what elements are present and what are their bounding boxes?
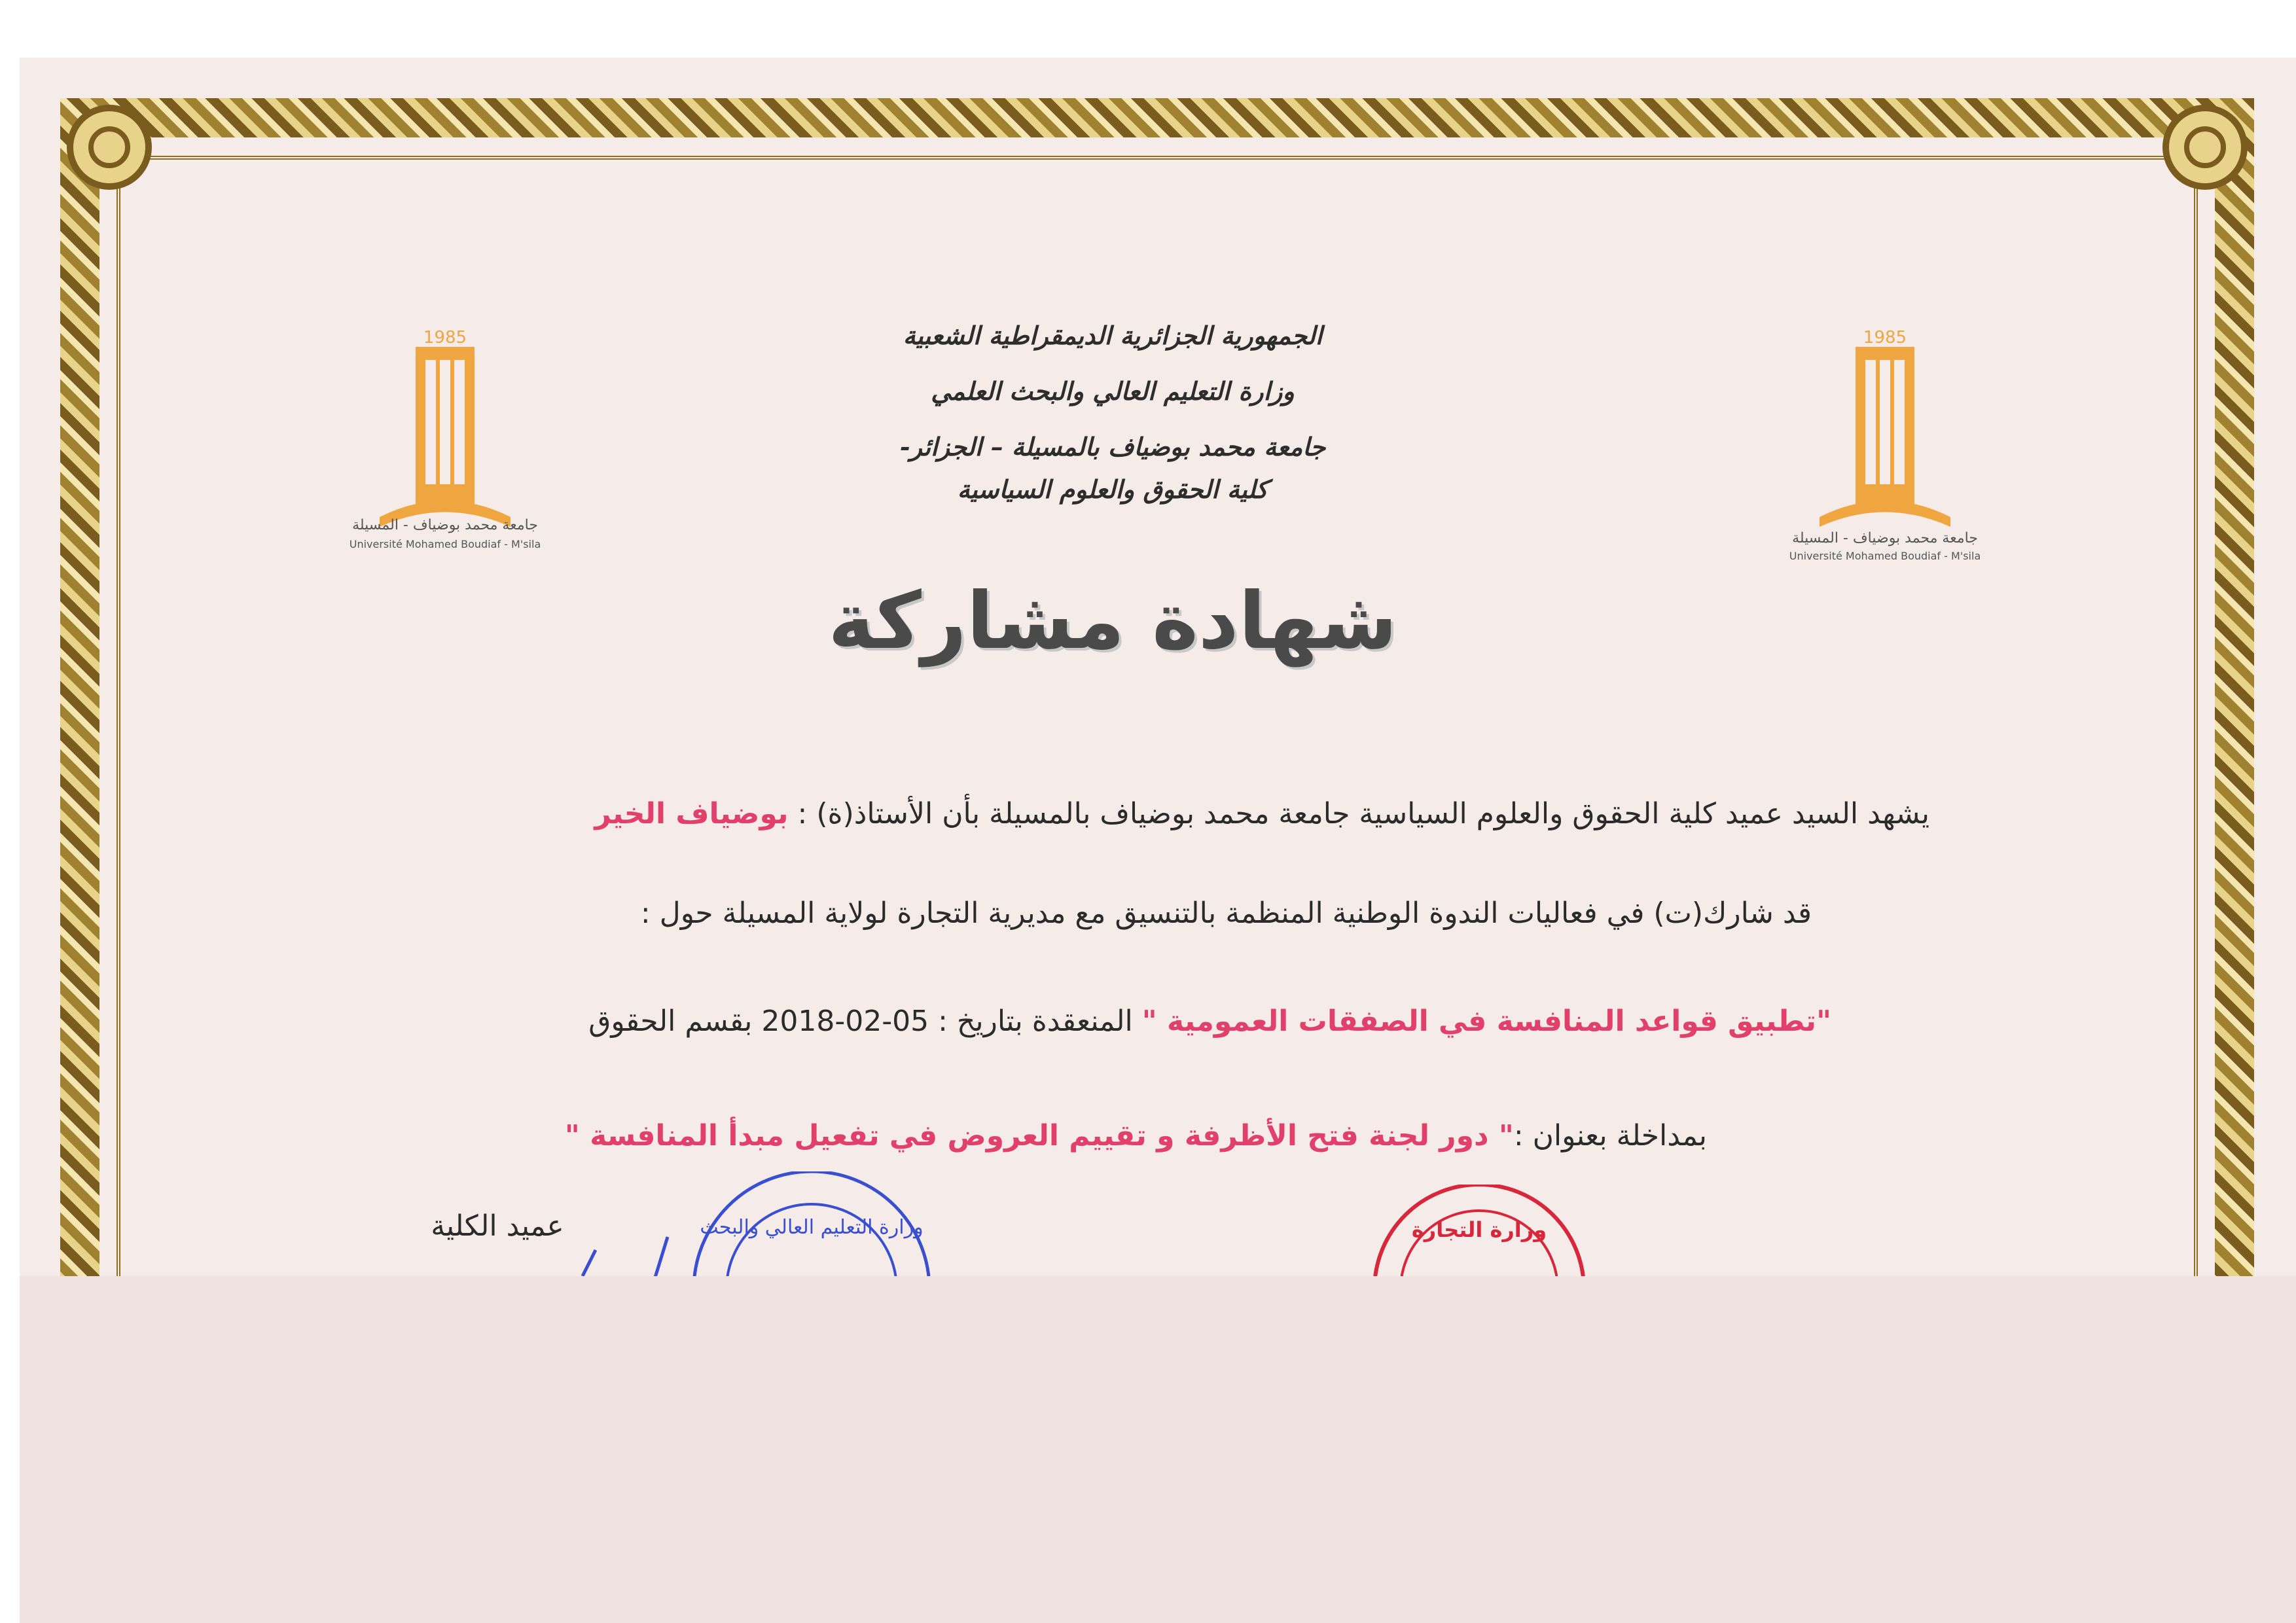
signature-stroke-icon <box>576 1230 681 1283</box>
corner-ornament-icon <box>2156 98 2254 196</box>
certificate-title: شهادة مشاركة <box>828 576 1397 667</box>
red-stamp-text: وزارة التجارة <box>1411 1217 1547 1242</box>
body-line-3 <box>260 1005 1831 1038</box>
blank-lower-band <box>20 1276 2296 1623</box>
header-ministry: وزارة التعليم العالي والبحث العلمي <box>931 376 1295 406</box>
header-faculty: كلية الحقوق والعلوم السياسية <box>957 474 1268 504</box>
header-university: جامعة محمد بوضياف بالمسيلة – الجزائر- <box>899 432 1326 461</box>
blue-stamp-icon <box>681 1171 942 1289</box>
header-republic: الجمهورية الجزائرية الديمقراطية الشعبية <box>903 321 1323 350</box>
paper-prefix: بمداخلة بعنوان : <box>1513 1119 1707 1152</box>
logo-year: 1985 <box>1863 328 1907 348</box>
body-line-2: قد شارك(ت) في فعاليات الندوة الوطنية المنظمة بالتنسيق مع مديرية التجارة لولاية المسيلة حول : <box>640 897 1812 930</box>
university-logo-right-icon <box>1761 321 2009 556</box>
logo-caption-ar: جامعة محمد بوضياف - المسيلة <box>1792 530 1978 546</box>
seminar-title: "تطبيق قواعد المنافسة في الصفقات العمومية " <box>1141 1005 1831 1038</box>
dean-label: عميد الكلية <box>431 1209 564 1243</box>
paper-title: " دور لجنة فتح الأظرفة و تقييم العروض في تفعيل مبدأ المنافسة " <box>564 1119 1514 1152</box>
corner-ornament-icon <box>60 98 158 196</box>
body-line-4 <box>136 1119 1707 1152</box>
body-line-1 <box>359 797 1929 830</box>
logo-caption-fr: Université Mohamed Boudiaf - M'sila <box>349 538 541 550</box>
logo-caption-fr: Université Mohamed Boudiaf - M'sila <box>1789 550 1981 562</box>
attestation-text: يشهد السيد عميد كلية الحقوق والعلوم السياسية جامعة محمد بوضياف بالمسيلة بأن الأستاذ(ة) : <box>788 797 1929 830</box>
logo-caption-ar: جامعة محمد بوضياف - المسيلة <box>352 517 538 533</box>
red-stamp-icon <box>1361 1185 1597 1289</box>
recipient-name: بوضياف الخير <box>594 797 789 830</box>
blue-stamp-text: وزارة التعليم العالي والبحث <box>700 1216 924 1239</box>
seminar-date-text: المنعقدة بتاريخ : 05-02-2018 بقسم الحقوق <box>588 1005 1142 1038</box>
logo-year: 1985 <box>423 328 467 348</box>
